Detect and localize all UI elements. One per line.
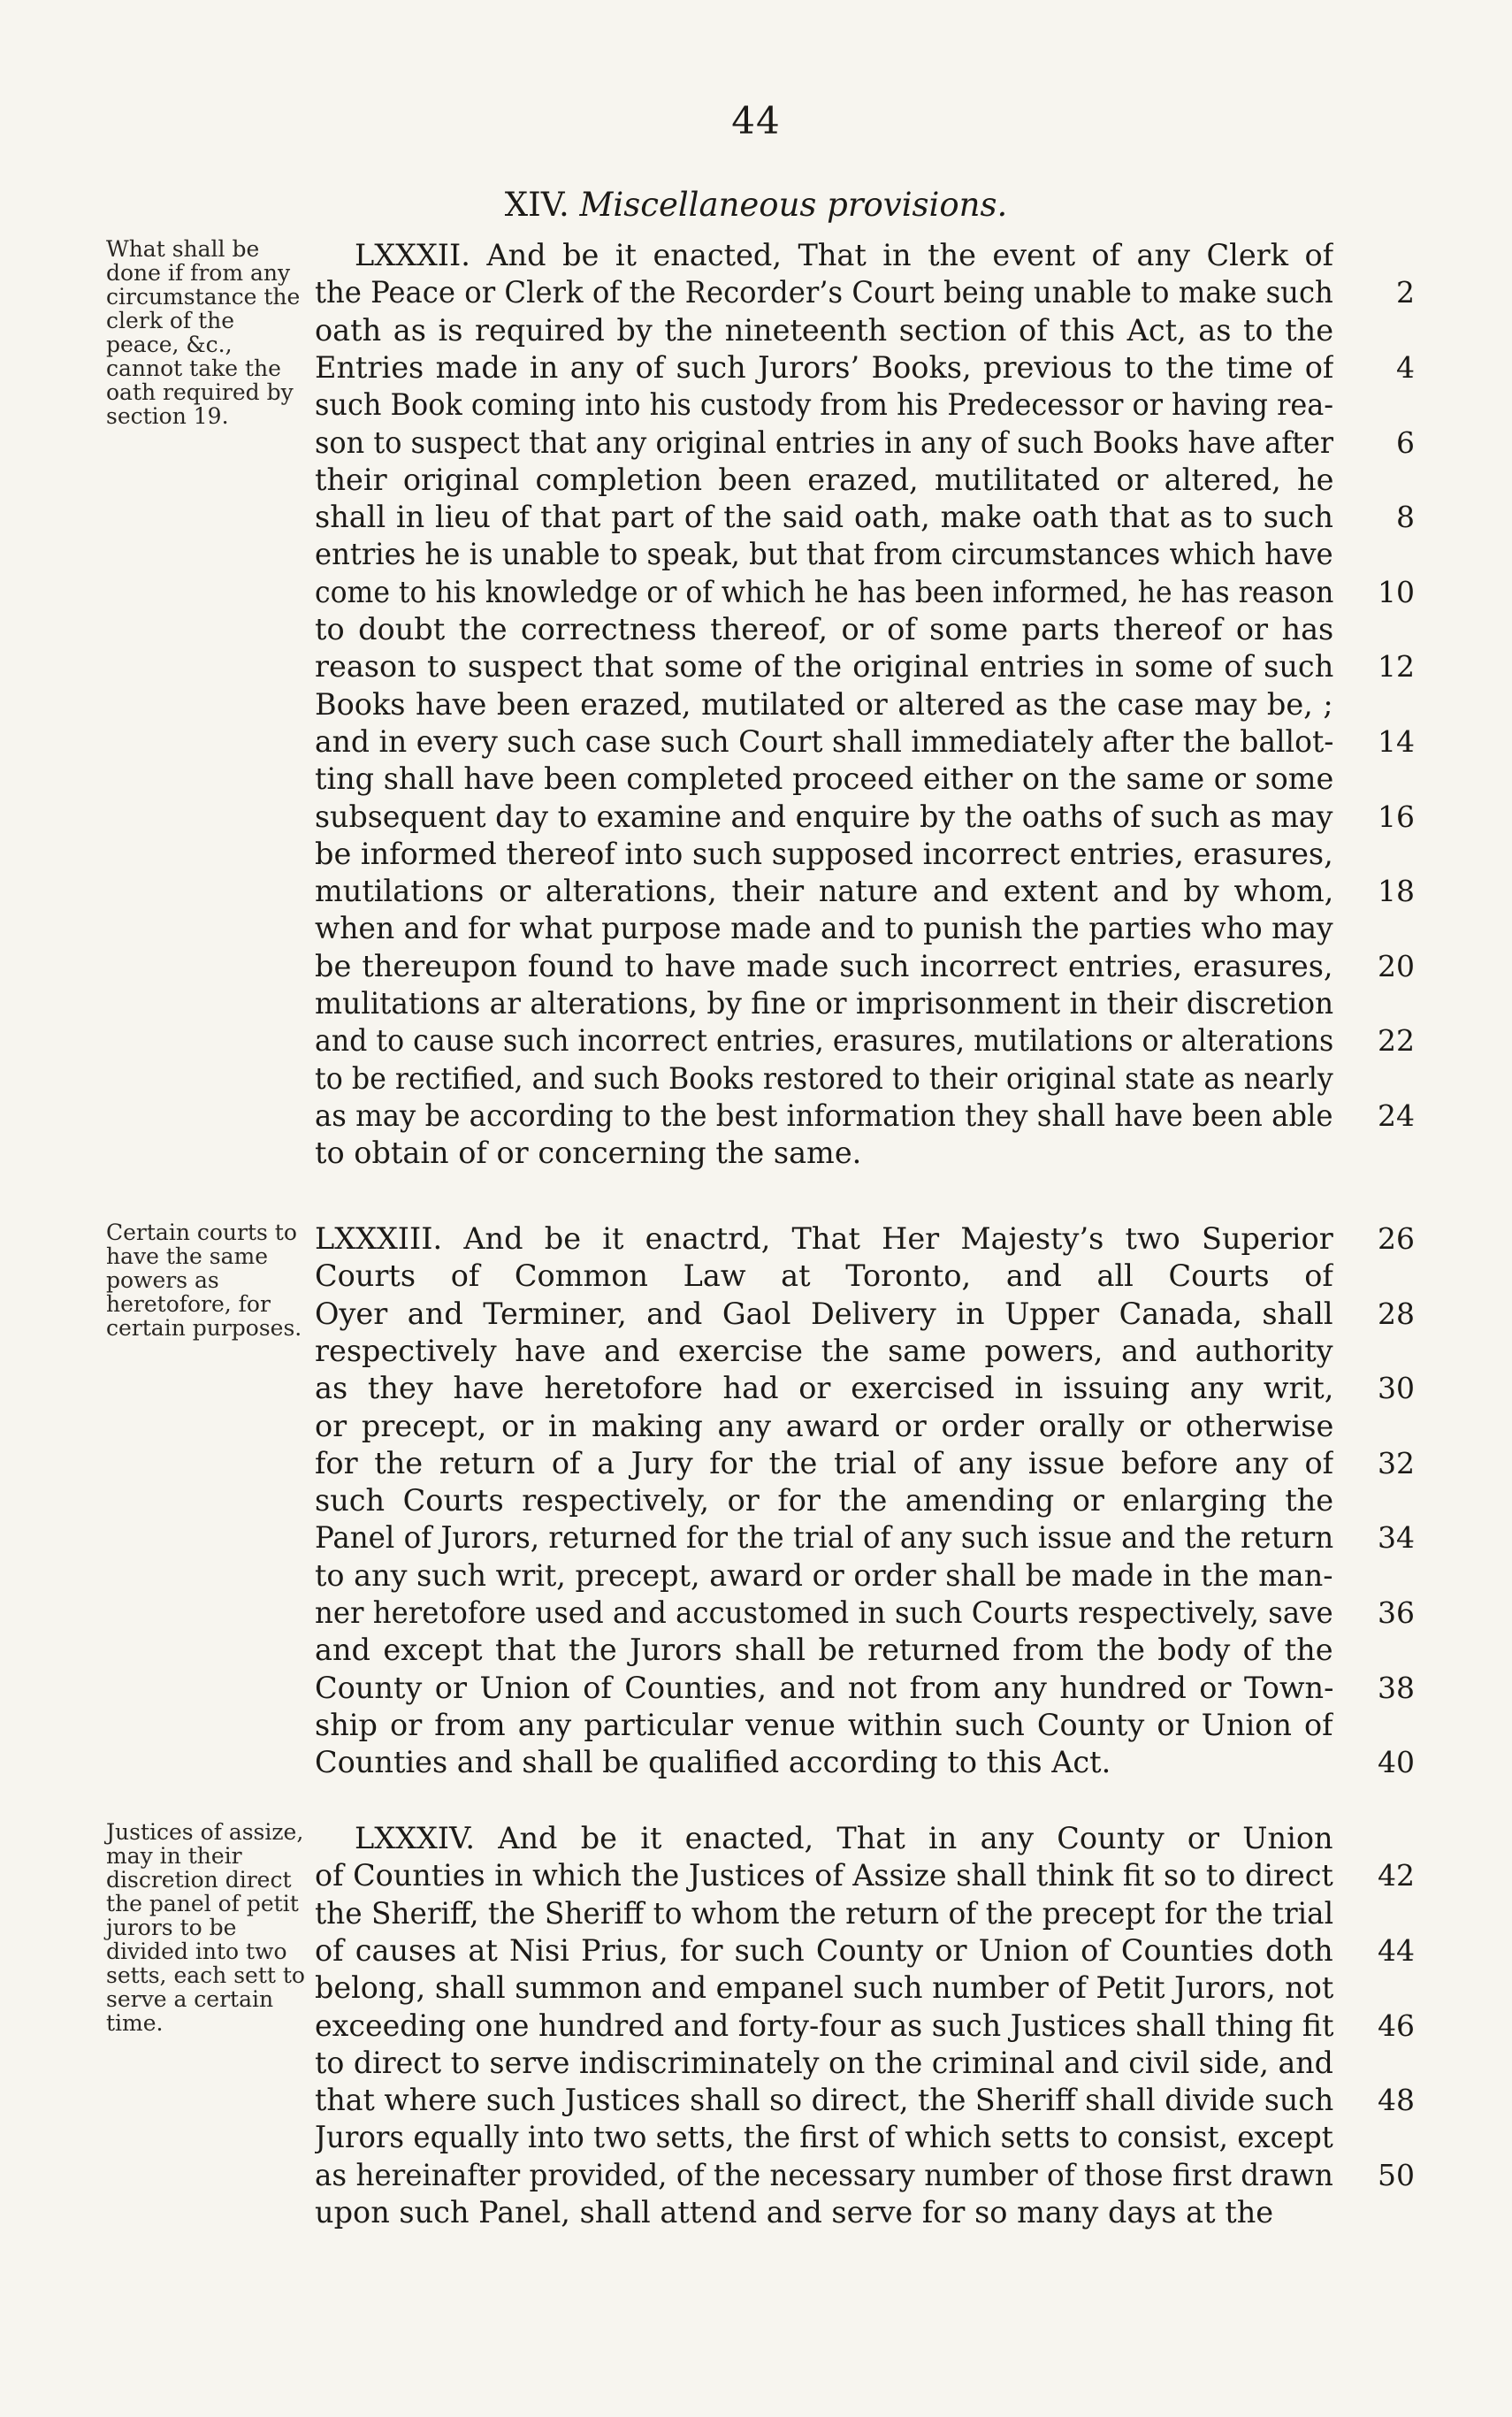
line-number: 42 xyxy=(1378,1858,1415,1893)
text-line: Panel of Jurors, returned for the trial of any such issue and the return xyxy=(315,1520,1334,1555)
text-line: oath as is required by the nineteenth section of this Act, as to the xyxy=(315,313,1333,348)
text-line: exceeding one hundred and forty-four as such Justices shall thing fit xyxy=(315,2008,1334,2043)
text-line: LXXXII. And be it enacted, That in the event of any Clerk of xyxy=(355,238,1333,272)
line-number: 26 xyxy=(1378,1221,1415,1256)
margin-note: Justices of assize, may in their discretion direct the panel of petit jurors to be divided into two setts, each sett to serve a certain time. xyxy=(106,1819,305,2036)
text-line: ner heretofore used and accustomed in such Courts respectively, save xyxy=(315,1595,1333,1630)
text-line: that where such Justices shall so direct, the Sheriff shall divide such xyxy=(315,2083,1333,2117)
line-number: 24 xyxy=(1378,1098,1415,1133)
text-line: to doubt the correctness thereof, or of some parts thereof or has xyxy=(315,612,1333,646)
line-number: 38 xyxy=(1378,1671,1415,1705)
line-number: 44 xyxy=(1378,1933,1415,1968)
text-line: LXXXIII. And be it enactrd, That Her Majesty’s two Superior xyxy=(315,1221,1333,1256)
page-number: 44 xyxy=(731,99,781,142)
text-line: son to suspect that any original entries in any of such Books have after xyxy=(315,425,1333,460)
text-line: and to cause such incorrect entries, erasures, mutilations or alterations xyxy=(315,1023,1333,1058)
text-line: as they have heretofore had or exercised in issuing any writ, xyxy=(315,1371,1333,1405)
text-line: of causes at Nisi Prius, for such County or Union of Counties doth xyxy=(315,1933,1333,1968)
text-line: County or Union of Counties, and not from any hundred or Town- xyxy=(315,1671,1333,1705)
text-line: or precept, or in making any award or order orally or otherwise xyxy=(315,1409,1333,1443)
text-line: come to his knowledge or of which he has been informed, he has reason xyxy=(315,575,1333,609)
text-line: their original completion been erazed, mutilitated or altered, he xyxy=(315,463,1333,497)
text-line: ship or from any particular venue within such County or Union of xyxy=(315,1708,1333,1742)
text-line: as may be according to the best information they shall have been able xyxy=(315,1098,1333,1133)
text-line: to be rectified, and such Books restored to their original state as nearly xyxy=(315,1061,1333,1096)
line-number: 40 xyxy=(1378,1745,1415,1779)
text-line: subsequent day to examine and enquire by the oaths of such as may xyxy=(315,799,1333,834)
text-line: be thereupon found to have made such incorrect entries, erasures, xyxy=(315,949,1333,983)
text-line: the Sheriff, the Sheriff to whom the return of the precept for the trial xyxy=(315,1896,1334,1931)
line-number: 4 xyxy=(1396,350,1415,385)
line-number: 28 xyxy=(1378,1296,1415,1331)
text-line: entries he is unable to speak, but that from circumstances which have xyxy=(315,537,1333,571)
line-number: 12 xyxy=(1378,649,1415,684)
line-number: 20 xyxy=(1378,949,1415,983)
text-line: to direct to serve indiscriminately on the criminal and civil side, and xyxy=(315,2046,1333,2080)
text-line: when and for what purpose made and to punish the parties who may xyxy=(315,911,1333,945)
text-line: LXXXIV. And be it enacted, That in any County or Union xyxy=(355,1821,1333,1855)
text-line: mulitations ar alterations, by fine or imprisonment in their discretion xyxy=(315,986,1334,1021)
text-line: ting shall have been completed proceed either on the same or some xyxy=(315,761,1334,796)
line-number: 34 xyxy=(1378,1520,1415,1555)
text-line: Oyer and Terminer, and Gaol Delivery in Upper Canada, shall xyxy=(315,1296,1333,1331)
text-line: mutilations or alterations, their nature and extent and by whom, xyxy=(315,874,1333,908)
section-title-roman: XIV. xyxy=(504,186,569,224)
text-line: Courts of Common Law at Toronto, and all Courts of xyxy=(315,1258,1333,1293)
text-line: to obtain of or concerning the same. xyxy=(315,1136,862,1170)
text-line: respectively have and exercise the same powers, and authority xyxy=(315,1334,1333,1368)
section-title-text: Miscellaneous provisions. xyxy=(579,186,1008,224)
line-number: 8 xyxy=(1396,500,1415,534)
text-line: as hereinafter provided, of the necessary number of those first drawn xyxy=(315,2158,1333,2192)
text-line: Jurors equally into two setts, the first of which setts to consist, except xyxy=(315,2120,1333,2154)
line-number: 30 xyxy=(1378,1371,1415,1405)
text-line: of Counties in which the Justices of Assize shall think fit so to direct xyxy=(315,1858,1333,1893)
line-number: 50 xyxy=(1378,2158,1415,2192)
line-number: 46 xyxy=(1378,2008,1415,2043)
section-title xyxy=(0,186,1512,224)
text-line: such Book coming into his custody from his Predecessor or having rea- xyxy=(315,387,1334,422)
margin-note: Certain courts to have the same powers as heretofore, for certain purposes. xyxy=(106,1220,302,1341)
text-line: the Peace or Clerk of the Recorder’s Court being unable to make such xyxy=(315,275,1333,310)
text-line: be informed thereof into such supposed incorrect entries, erasures, xyxy=(315,837,1333,871)
line-number: 22 xyxy=(1378,1023,1415,1058)
text-line: to any such writ, precept, award or order shall be made in the man- xyxy=(315,1558,1333,1593)
margin-note: What shall be done if from any circumstance the clerk of the peace, &c., cannot take the oath required by section 19. xyxy=(106,236,301,429)
text-line: shall in lieu of that part of the said oath, make oath that as to such xyxy=(315,500,1333,534)
text-line: Books have been erazed, mutilated or altered as the case may be, ; xyxy=(315,687,1333,722)
line-number: 14 xyxy=(1378,724,1415,759)
text-line: reason to suspect that some of the original entries in some of such xyxy=(315,649,1333,684)
text-line: Entries made in any of such Jurors’ Books, previous to the time of xyxy=(315,350,1333,385)
text-line: for the return of a Jury for the trial of any issue before any of xyxy=(315,1446,1333,1480)
line-number: 32 xyxy=(1378,1446,1415,1480)
text-line: such Courts respectively, or for the amending or enlarging the xyxy=(315,1483,1333,1518)
text-line: and in every such case such Court shall immediately after the ballot- xyxy=(315,724,1333,759)
line-number: 2 xyxy=(1396,275,1415,310)
text-line: and except that the Jurors shall be returned from the body of the xyxy=(315,1633,1333,1667)
line-number: 16 xyxy=(1378,799,1415,834)
text-line: belong, shall summon and empanel such number of Petit Jurors, not xyxy=(315,1970,1334,2005)
line-number: 10 xyxy=(1378,575,1415,609)
line-number: 36 xyxy=(1378,1595,1415,1630)
line-number: 6 xyxy=(1396,425,1415,460)
line-number: 48 xyxy=(1378,2083,1415,2117)
text-line: upon such Panel, shall attend and serve for so many days at the xyxy=(315,2195,1274,2230)
line-number: 18 xyxy=(1378,874,1415,908)
text-line: Counties and shall be qualified according to this Act. xyxy=(315,1745,1111,1779)
